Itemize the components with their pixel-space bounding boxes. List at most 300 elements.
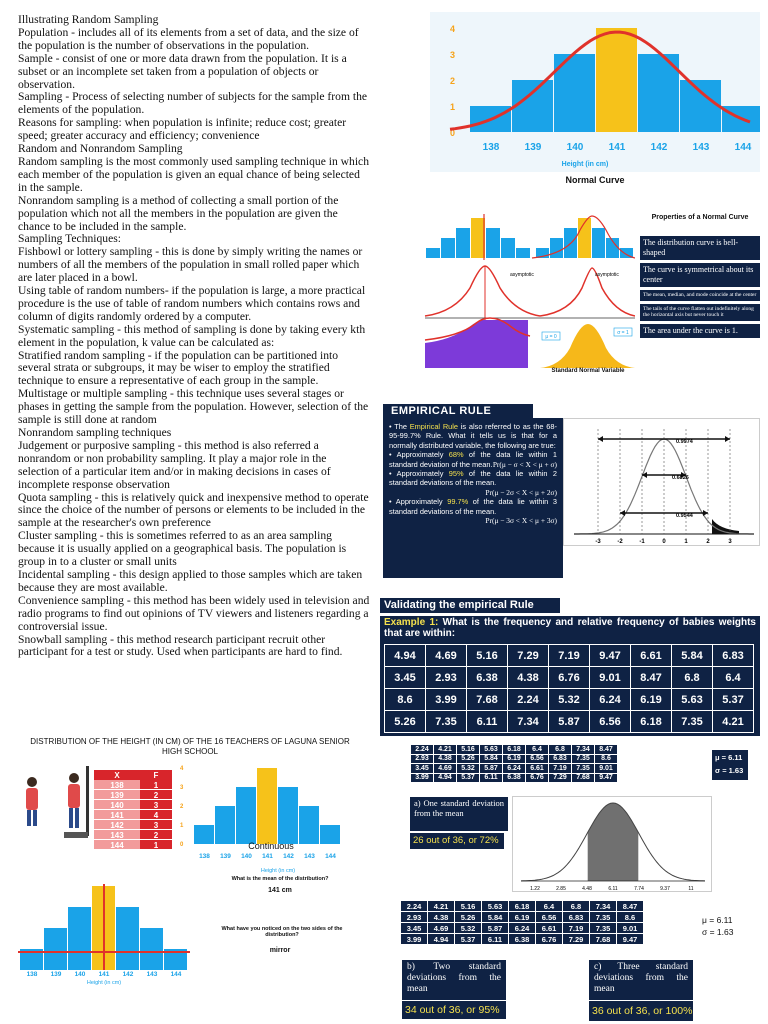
table-cell: 4.21 [434,745,457,755]
table-cell: 6.24 [590,689,631,711]
normal-curve-xlabel: Height (in cm) [561,161,609,168]
table-cell: 6.8 [563,901,590,912]
arrow-head-left [620,510,625,516]
x-tick-label: 142 [122,971,134,978]
normal-curve-chart [430,12,760,194]
f-cell: 1 [153,781,159,790]
table-cell: 8.47 [631,667,672,689]
table-row [411,764,618,774]
empirical-bullet-3: • Approximately 99.7% of the data lie within 3 standard deviations of the mean. Pr(μ − 3σ < X < μ + 3σ) [389,497,557,526]
label-a-box [410,797,508,831]
table-cell: 2.93 [426,667,467,689]
result-c: 36 out of 36, or 100% [592,1005,693,1017]
table-cell: 7.19 [549,645,590,667]
bar [680,80,721,132]
table-cell: 3.99 [411,773,434,783]
height-scale [86,766,89,836]
one-sd-curve-figure [512,796,712,892]
teachers-illustration [26,766,89,838]
table-cell: 9.47 [595,773,618,783]
x-tick-label: 144 [170,971,182,978]
table-cell: 3.99 [401,934,428,945]
sigma-value-1: σ = 1.63 [715,766,744,775]
table-row [385,645,754,667]
mini-bar [578,218,591,258]
f-cell: 4 [153,811,159,820]
x-tick-label: 143 [304,853,315,860]
text-paragraph: Incidental sampling - this design applied to those samples which are taken because they are most available. [18,567,363,594]
table-cell: 5.16 [457,745,480,755]
mini-bar [426,248,440,258]
distribution-y-ticks [180,766,184,848]
table-cell: 5.37 [457,773,480,783]
mu-value-1: μ = 6.11 [715,753,743,762]
bar [278,787,298,844]
table-cell: 6.4 [713,667,754,689]
mean-answer: 141 cm [268,887,292,894]
normal-curve-caption: Normal Curve [565,175,625,185]
sd-tick-label: 0 [662,539,666,545]
normal-curve-figure [430,12,760,194]
x-tick-label: 139 [50,971,62,978]
sd1-tick-label: 7.74 [634,886,644,892]
x-tick-label: 143 [692,142,710,153]
mini-bar [471,218,485,258]
mini-bar-chart-1 [426,214,530,260]
table-cell: 2.24 [411,745,434,755]
table-cell: 2.24 [401,901,428,912]
x-cell: 140 [110,801,124,810]
text-paragraph: Multistage or multiple sampling - this technique uses several stages or phases in getting the sample from the population. However, selection of the sample is still done at random [18,387,369,427]
teacher-1-head [27,777,37,787]
table-cell: 6.83 [563,912,590,923]
x-tick-label: 144 [325,853,336,860]
table-cell: 6.76 [549,667,590,689]
sd1-tick-label: 2.85 [556,886,566,892]
sd-tick-label: -2 [617,539,623,545]
empirical-bullet-1: • Approximately 68% of the data lie within 1 standard deviation of the mean. Pr(μ − σ < X < μ + σ) [389,450,558,469]
label-b: b) Two standard deviations from the mean [407,962,501,994]
table-cell: 5.87 [482,923,509,934]
y-tick-label: 4 [450,24,456,34]
x-cell: 143 [110,831,124,840]
table-cell: 6.38 [503,773,526,783]
table-cell: 3.45 [401,923,428,934]
table-cell: 6.19 [631,689,672,711]
empirical-curve-figure [563,418,760,546]
x-tick-label: 138 [199,853,210,860]
sorted-table-2 [400,900,644,945]
scale-base [64,832,88,838]
mini-bar [592,228,605,258]
table-cell: 7.35 [426,711,467,733]
text-paragraph: Sampling Techniques: [18,232,121,246]
prob-3sd: 0.9974 [676,439,693,445]
text-paragraph: Sample - consist of one or more data drawn from the population. It is a subset or an incomplete set taken from a population of objects or observation. [18,51,347,91]
text-paragraph: Using table of random numbers- if the population is large, a more practical procedure is the use of table of random numbers which contains rows and column of digits randomly ordered by a computer. [18,284,366,323]
x-tick-label: 141 [262,853,273,860]
table-cell: 4.21 [428,901,455,912]
sides-answer: mirror [269,947,291,954]
table-row [401,901,644,912]
mini-bar [550,238,563,258]
table-cell: 8.6 [385,689,426,711]
sd1-tick-label: 11 [688,886,694,892]
sd-tick-label: -3 [595,539,601,545]
table-cell: 4.38 [508,667,549,689]
text-paragraph: Population - includes all of its elements from a set of data, and the size of the population is the number of observations in the population. [18,25,359,52]
validating-title: Validating the empirical Rule [384,599,534,611]
text-paragraph: Snowball sampling - this method research participant recruit other participant for a test or study. Used when participants are hard to find. [18,632,343,659]
distribution-svg [14,762,360,874]
f-cell: 1 [153,841,159,850]
x-cell: 138 [110,781,124,790]
col-f-header: F [153,771,159,780]
x-cell: 139 [110,791,124,800]
one-sd-x-ticks [530,886,694,892]
sd-tick-label: 2 [706,539,710,545]
table-cell: 4.38 [434,754,457,764]
table-row [401,912,644,923]
bar [512,80,553,132]
table-row [411,754,618,764]
teacher-1-leg [27,810,31,826]
label-a: a) One standard deviation from the mean [414,798,504,818]
continuous-caption: Continuous [248,841,294,851]
babies-weight-table [384,644,754,733]
f-cell: 2 [153,791,159,800]
y-tick-label: 2 [450,76,456,86]
one-sd-shade [588,803,639,881]
bar [299,806,319,844]
table-cell: 4.38 [428,912,455,923]
table-cell: 7.29 [508,645,549,667]
table-row [385,711,754,733]
mu-sigma-box-1 [712,750,748,780]
table-cell: 6.61 [631,645,672,667]
validating-box [380,616,760,736]
f-cell: 3 [153,821,159,830]
text-paragraph: Convenience sampling - this method has been widely used in television and radio programs to find out opinions of TV viewers and listeners regarding a controversial issue. [18,593,370,633]
mean-chart-figure [14,878,194,988]
table-cell: 6.19 [509,912,536,923]
empirical-text-box [383,418,563,578]
table-cell: 4.69 [434,764,457,774]
distribution-x-ticks [199,853,336,860]
mini-bar [486,228,500,258]
distribution-bars [194,768,340,844]
y-tick-label: 3 [450,50,456,60]
table-cell: 9.01 [595,764,618,774]
mean-chart-x-ticks [27,971,182,978]
sd1-tick-label: 4.48 [582,886,592,892]
bar [68,907,91,970]
table-cell: 7.29 [563,934,590,945]
teacher-1-leg2 [33,810,37,826]
sides-question: What have you noticed on the two sides of the distribution? [221,926,343,938]
property-item: The curve is symmetrical about its center [640,263,760,287]
table-cell: 7.68 [590,934,617,945]
table-cell: 8.47 [595,745,618,755]
y-tick-label: 2 [180,804,184,810]
example-text: Example 1: What is the frequency and relative frequency of babies weights that are within: [384,617,756,639]
y-tick-label: 0 [450,128,456,138]
property-item: The area under the curve is 1. [640,324,760,338]
properties-title: Properties of a Normal Curve [651,214,749,221]
bar [215,806,235,844]
text-paragraph: Quota sampling - this is relatively quick and inexpensive method to operate since the choice of the number of persons or elements to be included in the sample at the researcher's own preference [18,490,369,530]
mean-chart-svg [14,878,194,988]
table-cell: 8.6 [595,754,618,764]
table-cell: 5.87 [549,711,590,733]
empirical-arrows [598,436,730,516]
text-paragraph: Judgement or purposive sampling - this method is also referred a nonrandom or non probability sampling. It play a major role in the selection of a particular item and/or in making decisions in cases of incomplete response observation [18,438,331,491]
table-cell: 6.24 [503,764,526,774]
sorted-table-1-wrap [410,744,710,794]
table-row [385,689,754,711]
label-c-box [589,960,693,1000]
table-cell: 6.4 [536,901,563,912]
table-cell: 5.84 [482,912,509,923]
table-cell: 6.18 [509,901,536,912]
distribution-figure [14,762,360,874]
table-cell: 6.56 [536,912,563,923]
x-tick-label: 139 [524,142,542,153]
mini-bar [516,248,530,258]
table-cell: 6.76 [536,934,563,945]
teacher-1-body [26,788,38,810]
table-cell: 6.61 [536,923,563,934]
text-paragraph: Stratified random sampling - if the population can be partitioned into several strata or subgroups, it may be wiser to employ the stratified technique to ensure a representative of each group in the sample. [18,348,339,388]
sd1-tick-label: 1.22 [530,886,540,892]
sd1-tick-label: 9.37 [660,886,670,892]
table-cell: 6.83 [549,754,572,764]
table-cell: 9.47 [617,934,644,945]
x-tick-label: 140 [74,971,86,978]
x-tick-label: 141 [608,142,626,153]
properties-mini-charts [420,208,635,378]
y-tick-label: 1 [450,102,456,112]
frequency-table [94,770,172,850]
table-cell: 5.32 [549,689,590,711]
table-cell: 6.56 [526,754,549,764]
table-cell: 5.84 [480,754,503,764]
x-tick-label: 142 [283,853,294,860]
text-paragraph: Random sampling is the most commonly used sampling technique in which each member of the population is given an equal chance of being selected in the sample. [18,154,369,194]
empirical-title-bar [383,404,533,418]
table-cell: 6.38 [467,667,508,689]
sd-tick-label: 3 [728,539,732,545]
table-cell: 7.34 [572,745,595,755]
table-cell: 5.16 [455,901,482,912]
properties-figure [420,208,760,378]
property-item: The distribution curve is bell-shaped [640,236,760,260]
arrow-head-right [703,510,708,516]
lesson-text [18,14,370,659]
table-cell: 7.19 [549,764,572,774]
table-cell: 6.24 [509,923,536,934]
table-cell: 4.94 [434,773,457,783]
distribution-title: DISTRIBUTION OF THE HEIGHT (IN CM) OF THE 16 TEACHERS OF LAGUNA SENIOR HIGH SCHOOL [30,737,350,756]
table-row [385,667,754,689]
table-cell: 7.68 [467,689,508,711]
sorted-table-1 [410,744,618,783]
table-cell: 6.19 [503,754,526,764]
y-tick-label: 4 [180,766,184,772]
teacher-2-leg2 [75,808,79,828]
bar [320,825,340,844]
y-tick-label: 1 [180,823,184,829]
mini-bar [501,238,515,258]
prob-2sd: 0.9544 [676,513,693,519]
table-cell: 7.34 [590,901,617,912]
x-tick-label: 140 [241,853,252,860]
bar [236,787,256,844]
table-cell: 2.93 [411,754,434,764]
x-tick-label: 138 [482,142,500,153]
teacher-2-head [69,773,79,783]
table-cell: 7.35 [572,754,595,764]
table-cell: 3.45 [385,667,426,689]
mean-question: What is the mean of the distribution? [231,876,329,882]
x-tick-label: 138 [26,971,38,978]
table-cell: 5.32 [457,764,480,774]
table-cell: 5.26 [385,711,426,733]
table-cell: 2.93 [401,912,428,923]
mu-label: μ = 0 [545,334,557,340]
x-tick-label: 142 [650,142,668,153]
mu-value-2: μ = 6.11 [702,915,733,925]
table-cell: 6.8 [549,745,572,755]
table-row [411,745,618,755]
table-cell: 3.45 [411,764,434,774]
arrow-head-right [725,436,730,442]
sd1-tick-label: 6.11 [608,886,618,892]
table-cell: 7.35 [672,711,713,733]
table-cell: 8.47 [617,901,644,912]
table-row [401,934,644,945]
text-paragraph: Systematic sampling - this method of sampling is done by taking every kth element in the population, k value can be calculated as: [18,322,366,349]
property-item: The mean, median, and mode coincide at the center [640,290,760,301]
one-sd-curve-chart [513,797,712,892]
asymptotic-curve [540,268,635,316]
table-cell: 6.56 [590,711,631,733]
mean-chart-xlabel: Height (in cm) [86,980,122,986]
x-cell: 142 [110,821,124,830]
table-cell: 3.99 [426,689,467,711]
table-cell: 4.21 [713,711,754,733]
table-cell: 8.6 [617,912,644,923]
table-cell: 7.34 [508,711,549,733]
table-cell: 7.19 [563,923,590,934]
table-cell: 5.32 [455,923,482,934]
text-paragraph: Nonrandom sampling is a method of collecting a small portion of the population which not all the members in the population are given the chance to be included in the sample. [18,193,339,233]
y-tick-label: 0 [180,842,184,848]
bar [596,28,637,132]
table-cell: 5.16 [467,645,508,667]
x-cell: 144 [110,841,124,850]
table-cell: 7.35 [572,764,595,774]
bar [257,768,277,844]
table-cell: 6.11 [467,711,508,733]
bar [116,907,139,970]
y-tick-label: 3 [180,785,184,791]
table-cell: 9.47 [590,645,631,667]
table-cell: 5.63 [480,745,503,755]
prob-1sd: 0.6826 [672,475,689,481]
label-c: c) Three standard deviations from the mean [594,962,688,994]
table-row [401,923,644,934]
table-cell: 6.11 [480,773,503,783]
table-cell: 7.68 [572,773,595,783]
result-a-box [410,833,504,849]
bar [140,928,163,970]
standard-normal-caption: Standard Normal Variable [551,368,625,374]
bar [44,928,67,970]
table-cell: 6.4 [526,745,549,755]
text-paragraph: Cluster sampling - this is sometimes referred to as an area sampling because it is usually applied on a geographical basis. The population is group in to a cluster or small units [18,529,347,569]
table-cell: 5.37 [713,689,754,711]
x-cell: 141 [110,811,124,820]
empirical-curve-chart [564,419,760,546]
mini-bar [456,228,470,258]
col-x-header: X [114,771,120,780]
table-cell: 6.18 [631,711,672,733]
f-cell: 3 [153,801,159,810]
table-cell: 4.94 [428,934,455,945]
result-b-box [402,1001,506,1019]
table-cell: 5.26 [457,754,480,764]
result-b: 34 out of 36, or 95% [405,1004,500,1016]
empirical-title: EMPIRICAL RULE [391,405,492,417]
text-paragraph: Sampling - Process of selecting number of subjects for the sample from the elements of the population. [18,90,368,117]
table-cell: 4.69 [426,645,467,667]
arrow-head-left [598,436,603,442]
table-cell: 6.11 [482,934,509,945]
label-b-box [402,960,506,1000]
table-cell: 4.94 [385,645,426,667]
table-cell: 6.38 [509,934,536,945]
table-cell: 4.69 [428,923,455,934]
table-row [411,773,618,783]
sd-tick-label: -1 [639,539,645,545]
x-tick-label: 140 [566,142,584,153]
table-cell: 7.35 [590,923,617,934]
distribution-xlabel: Height (in cm) [260,868,296,874]
table-cell: 7.29 [549,773,572,783]
table-cell: 9.01 [590,667,631,689]
table-cell: 5.63 [482,901,509,912]
asymptotic-label-2: asymptotic [595,272,619,278]
asymptotic-label-1: asymptotic [510,272,534,278]
teacher-2-body [68,784,80,808]
empirical-sd-lines [598,429,730,534]
text-paragraph: Illustrating Random Sampling [18,13,159,26]
table-cell: 5.63 [672,689,713,711]
empirical-x-ticks [595,539,732,545]
sigma-value-2: σ = 1.63 [702,927,734,937]
bar [194,825,214,844]
table-cell: 5.87 [480,764,503,774]
table-cell: 9.01 [617,923,644,934]
table-cell: 5.26 [455,912,482,923]
table-cell: 6.83 [713,645,754,667]
property-item: The tails of the curve flatten out indefinitely along the horizontal axis but never touch it [640,304,760,321]
f-cell: 2 [153,831,159,840]
empirical-bullet-2: • Approximately 95% of the data lie within 2 standard deviations of the mean. Pr(μ − 2σ < X < μ + 2σ) [389,469,558,497]
table-cell: 2.24 [508,689,549,711]
sigma-label: σ = 1 [617,330,629,336]
